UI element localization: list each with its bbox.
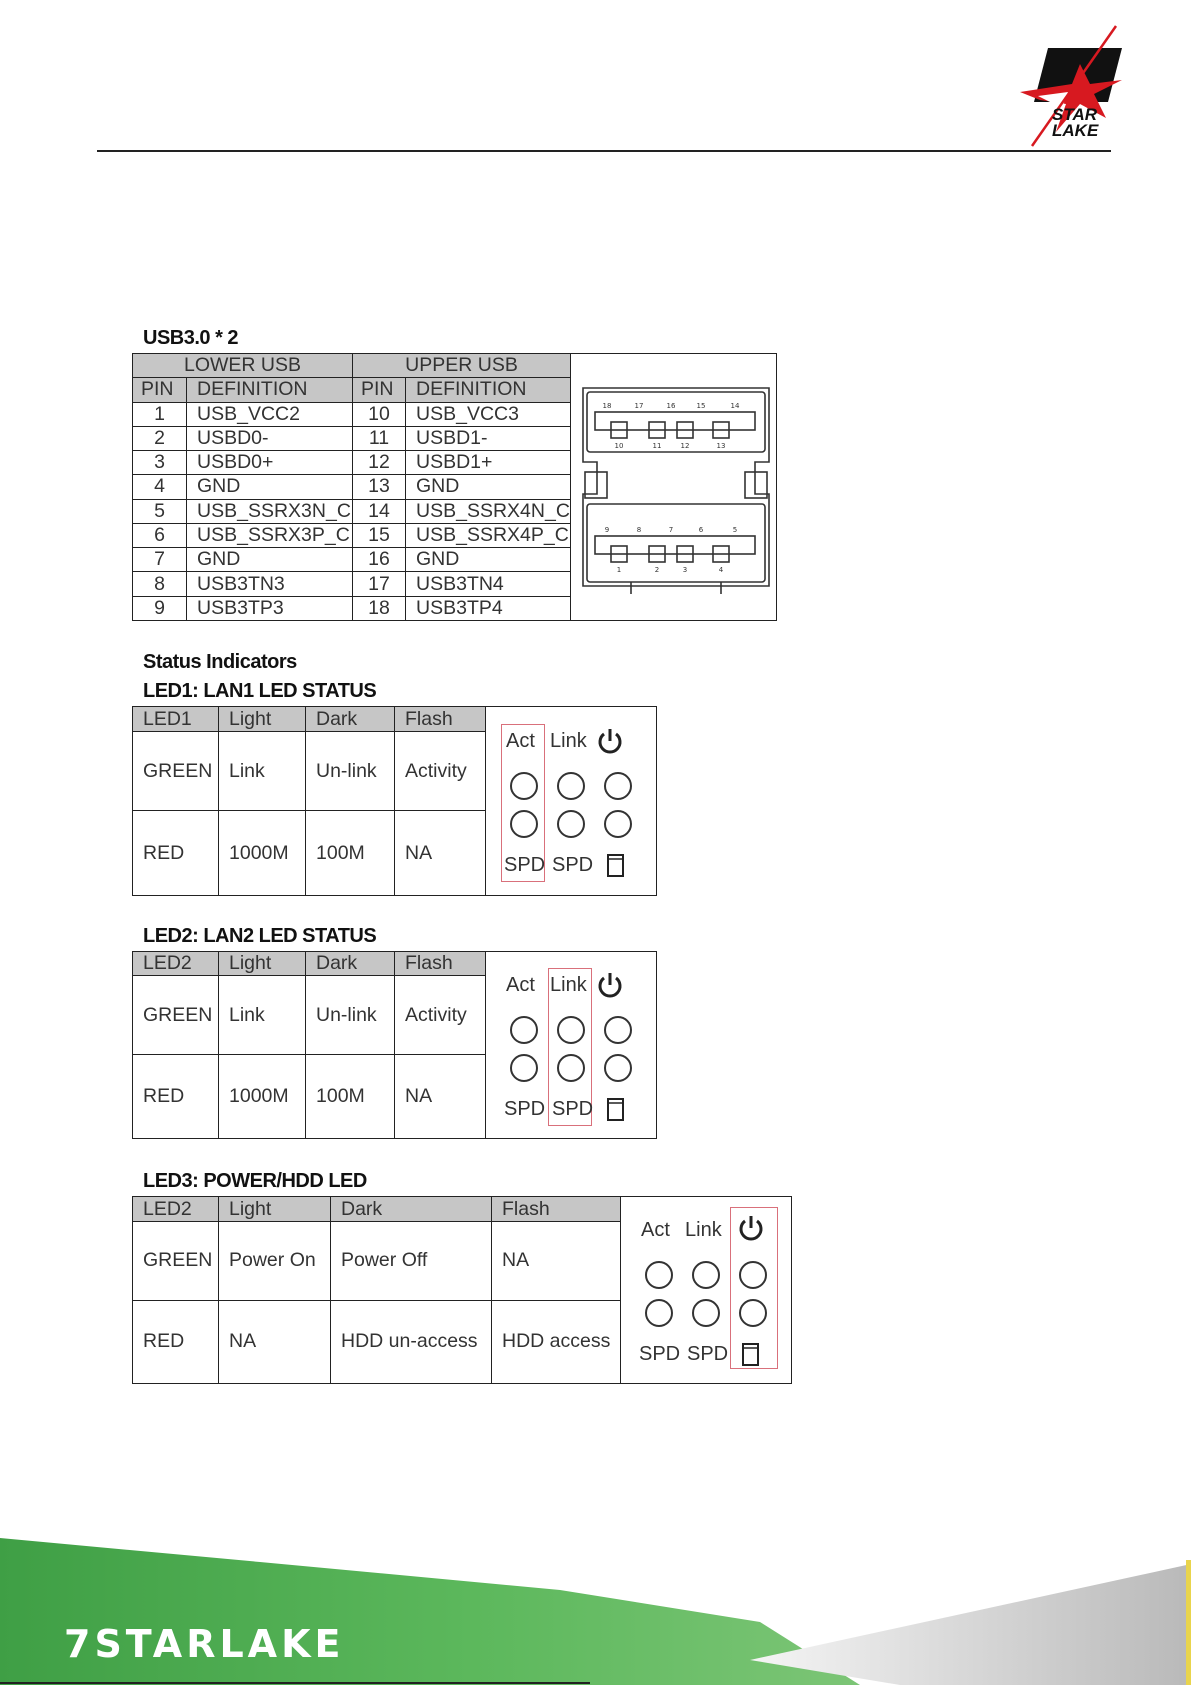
definition-cell: USBD0+ [187, 451, 353, 475]
dark-cell: 100M [306, 811, 395, 896]
definition-cell: GND [187, 548, 353, 572]
led-circle [510, 1054, 538, 1082]
pin-cell: 10 [353, 402, 406, 426]
light-cell: Link [219, 976, 306, 1055]
flash-cell: NA [492, 1222, 621, 1300]
star-logo-icon [1010, 22, 1135, 150]
led1-title: LED1: LAN1 LED STATUS [143, 680, 377, 702]
usb-pin-label: 16 [666, 402, 676, 410]
led3-title: LED3: POWER/HDD LED [143, 1170, 367, 1192]
definition-cell: GND [187, 475, 353, 499]
led1-diagram-cell [486, 707, 657, 896]
definition-cell: USB3TN4 [406, 572, 571, 596]
definition-cell: USB_SSRX4P_C [406, 523, 571, 547]
led1-table [132, 706, 657, 896]
led-circle [557, 1054, 585, 1082]
pin-cell: 6 [133, 523, 187, 547]
header-cell: LED2 [133, 1197, 219, 1222]
definition-cell: USB_SSRX3N_C [187, 499, 353, 523]
header-cell: Dark [306, 707, 395, 732]
led-circle [645, 1299, 673, 1327]
led-circle [604, 810, 632, 838]
usb-pin-label: 8 [636, 526, 642, 534]
spd-label: SPD [504, 854, 546, 876]
led-circle [557, 1016, 585, 1044]
light-cell: 1000M [219, 811, 306, 896]
pin-cell: 13 [353, 475, 406, 499]
header-cell: LED2 [133, 952, 219, 976]
svg-text:STAR: STAR [1052, 105, 1098, 124]
led-circle [557, 772, 585, 800]
footer-band [0, 1530, 1191, 1685]
power-icon [737, 1213, 765, 1243]
usb-pin-label: 1 [616, 566, 622, 574]
pin-cell: 4 [133, 475, 187, 499]
led2-diagram [486, 952, 657, 1138]
header-cell: Flash [395, 952, 486, 976]
dark-cell: 100M [306, 1055, 395, 1139]
led-circle [739, 1299, 767, 1327]
usb-pin-label: 18 [602, 402, 612, 410]
dark-cell: Un-link [306, 732, 395, 811]
pin-cell: 8 [133, 572, 187, 596]
starlake-logo [1010, 22, 1135, 150]
definition-cell: USB_VCC2 [187, 402, 353, 426]
spd-label: SPD [552, 854, 594, 876]
pin-cell: 2 [133, 426, 187, 450]
led-circle [645, 1261, 673, 1289]
pin-cell: 16 [353, 548, 406, 572]
svg-text:LAKE: LAKE [1052, 121, 1099, 140]
led-color-cell: GREEN [133, 732, 219, 811]
usb-pin-label: 11 [652, 442, 662, 450]
led3-diagram-cell [621, 1197, 792, 1384]
hdd-icon [606, 852, 626, 878]
flash-cell: NA [395, 1055, 486, 1139]
flash-cell: HDD access [492, 1300, 621, 1383]
led-circle [557, 810, 585, 838]
led-color-cell: RED [133, 811, 219, 896]
led2-diagram-cell [486, 952, 657, 1139]
led-circle [692, 1299, 720, 1327]
flash-cell: Activity [395, 976, 486, 1055]
usb-pin-label: 10 [614, 442, 624, 450]
link-label: Link [550, 730, 587, 752]
header-cell: LED1 [133, 707, 219, 732]
usb-pin-label: 9 [604, 526, 610, 534]
definition-cell: USB3TP3 [187, 596, 353, 620]
led-circle [604, 1016, 632, 1044]
lower-usb-header: LOWER USB [133, 354, 353, 378]
definition-cell: USB_SSRX4N_C [406, 499, 571, 523]
usb-pin-label: 13 [716, 442, 726, 450]
header-cell: Flash [395, 707, 486, 732]
definition-cell: GND [406, 475, 571, 499]
led1-diagram [486, 708, 657, 894]
light-cell: Link [219, 732, 306, 811]
power-icon [596, 726, 624, 756]
spd-label: SPD [552, 1098, 594, 1120]
col-definition: DEFINITION [187, 378, 353, 402]
led-circle [739, 1261, 767, 1289]
hdd-icon [741, 1341, 761, 1367]
pin-cell: 14 [353, 499, 406, 523]
spd-label: SPD [504, 1098, 546, 1120]
definition-cell: USBD1+ [406, 451, 571, 475]
act-label: Act [641, 1219, 670, 1241]
dark-cell: Power Off [331, 1222, 492, 1300]
spd-label: SPD [687, 1343, 729, 1365]
header-cell: Light [219, 952, 306, 976]
flash-cell: NA [395, 811, 486, 896]
header-cell: Light [219, 1197, 331, 1222]
light-cell: Power On [219, 1222, 331, 1300]
usb-pin-label: 2 [654, 566, 660, 574]
led-color-cell: RED [133, 1055, 219, 1139]
pin-cell: 18 [353, 596, 406, 620]
pin-cell: 15 [353, 523, 406, 547]
led3-diagram [621, 1197, 792, 1383]
pin-cell: 9 [133, 596, 187, 620]
flash-cell: Activity [395, 732, 486, 811]
led-color-cell: RED [133, 1300, 219, 1383]
act-label: Act [506, 730, 535, 752]
usb-section-title: USB3.0 * 2 [143, 327, 239, 349]
header-cell: Light [219, 707, 306, 732]
usb-pin-label: 5 [732, 526, 738, 534]
definition-cell: GND [406, 548, 571, 572]
status-section-title: Status Indicators [143, 651, 297, 673]
definition-cell: USB3TP4 [406, 596, 571, 620]
pin-cell: 7 [133, 548, 187, 572]
hdd-icon [606, 1096, 626, 1122]
upper-usb-header: UPPER USB [353, 354, 571, 378]
definition-cell: USBD0- [187, 426, 353, 450]
pin-cell: 12 [353, 451, 406, 475]
usb-pin-label: 6 [698, 526, 704, 534]
col-pin: PIN [353, 378, 406, 402]
col-definition: DEFINITION [406, 378, 571, 402]
spd-label: SPD [639, 1343, 681, 1365]
led-circle [510, 772, 538, 800]
pin-cell: 17 [353, 572, 406, 596]
link-label: Link [685, 1219, 722, 1241]
header-cell: Dark [306, 952, 395, 976]
pin-cell: 3 [133, 451, 187, 475]
header-divider [97, 150, 1111, 152]
led2-table [132, 951, 657, 1139]
led-circle [510, 810, 538, 838]
led-color-cell: GREEN [133, 976, 219, 1055]
usb-pin-label: 17 [634, 402, 644, 410]
usb-pin-label: 7 [668, 526, 674, 534]
light-cell: NA [219, 1300, 331, 1383]
usb-connector-diagram [571, 354, 777, 620]
usb-pin-label: 4 [718, 566, 724, 574]
led-circle [510, 1016, 538, 1044]
header-cell: Flash [492, 1197, 621, 1222]
dark-cell: HDD un-access [331, 1300, 492, 1383]
link-label: Link [550, 974, 587, 996]
led-circle [604, 1054, 632, 1082]
led-color-cell: GREEN [133, 1222, 219, 1300]
usb-connector-cell [571, 354, 777, 621]
footer-brand: 7STARLAKE [64, 1622, 345, 1666]
usb-pin-label: 3 [682, 566, 688, 574]
act-label: Act [506, 974, 535, 996]
usb-pin-table [132, 353, 777, 621]
led3-table [132, 1196, 792, 1384]
led-circle [692, 1261, 720, 1289]
usb-pin-label: 12 [680, 442, 690, 450]
header-cell: Dark [331, 1197, 492, 1222]
col-pin: PIN [133, 378, 187, 402]
definition-cell: USB3TN3 [187, 572, 353, 596]
definition-cell: USB_VCC3 [406, 402, 571, 426]
pin-cell: 11 [353, 426, 406, 450]
definition-cell: USBD1- [406, 426, 571, 450]
dark-cell: Un-link [306, 976, 395, 1055]
pin-cell: 1 [133, 402, 187, 426]
usb-pin-label: 14 [730, 402, 740, 410]
power-icon [596, 970, 624, 1000]
led2-title: LED2: LAN2 LED STATUS [143, 925, 377, 947]
definition-cell: USB_SSRX3P_C [187, 523, 353, 547]
light-cell: 1000M [219, 1055, 306, 1139]
usb-pin-label: 15 [696, 402, 706, 410]
led-circle [604, 772, 632, 800]
pin-cell: 5 [133, 499, 187, 523]
